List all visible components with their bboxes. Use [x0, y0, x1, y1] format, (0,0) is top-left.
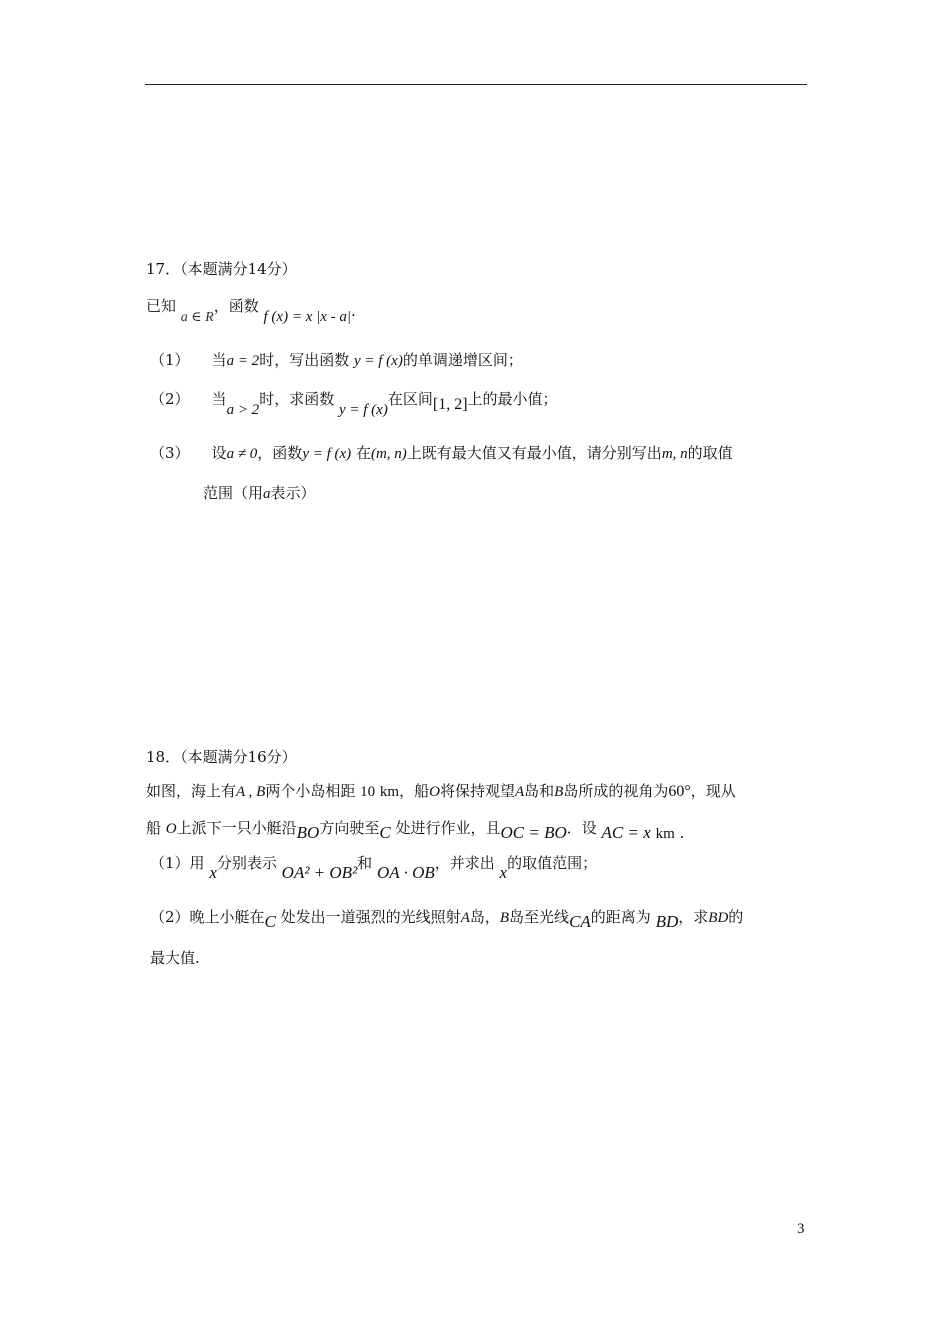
q18-l2-text-2: 上派下一只小艇沿 — [176, 819, 297, 837]
q18-l1-text-7: ，现从 — [690, 782, 736, 800]
q17-part2-text-3: 在区间 — [387, 390, 433, 408]
q18-l1-text-6: 岛所成的视角为 — [563, 782, 669, 800]
q17-part2-math-2: y = f (x) — [338, 402, 388, 418]
q18-l2-math-5: AC = x — [601, 823, 651, 842]
q18-p1-text-1: 分别表示 — [216, 854, 277, 872]
q17-part1-text-1: 当 — [211, 351, 227, 369]
q17-part3-math-4: m, n — [661, 446, 688, 462]
q17-part2-text-2: 时，求函数 — [259, 390, 335, 408]
q18-p2-math-5: BD — [655, 912, 679, 931]
q17-part2-label: （2） — [150, 390, 190, 408]
q18-part1 — [150, 853, 598, 882]
q17-part3-continued — [203, 483, 316, 504]
q17-part3 — [150, 443, 733, 464]
q17-intro — [146, 296, 356, 325]
q17-part3-text-4: 上既有最大值又有最小值，请分别写出 — [406, 444, 662, 462]
header-rule — [145, 84, 807, 85]
q17-part3-text-5: 的取值 — [687, 444, 733, 462]
q18-l2-text-3: 方向驶至 — [319, 819, 380, 837]
q17-intro-text-b: ，函数 — [213, 297, 259, 315]
q18-l1-math-3: A — [514, 784, 525, 800]
q17-heading-text: 17．（本题满分14分） — [146, 260, 297, 278]
q18-l1-math-2: O — [429, 784, 440, 800]
q17-heading — [146, 259, 297, 279]
q18-l1-text-3: ，船 — [399, 782, 430, 800]
q18-l1-distance: 10 — [360, 784, 376, 800]
q17-part1 — [150, 350, 523, 371]
q17-part3-text-2: ，函数 — [257, 444, 303, 462]
q18-l2-math-1: O — [165, 821, 177, 837]
q17-part2-math-1: a > 2 — [226, 402, 260, 418]
q17-part1-math-1: a = 2 — [226, 353, 260, 369]
q18-l2-math-3: C — [379, 823, 391, 842]
q18-l2-text-4: 处进行作业，且 — [395, 819, 501, 837]
q18-l1-angle: 60° — [668, 783, 691, 800]
q18-heading — [146, 747, 297, 767]
q18-p2-text-6: 的 — [728, 908, 744, 926]
q17-part3-text-1: 设 — [211, 444, 227, 462]
q18-heading-text: 18．（本题满分16分） — [146, 748, 297, 766]
q17-part2 — [150, 389, 558, 418]
q18-l2-text-6: . — [679, 824, 685, 842]
q18-l1-text-5: 岛和 — [524, 782, 555, 800]
q17-part3-math-3: (m, n) — [370, 446, 407, 462]
q18-p2-text-2: 岛， — [469, 908, 500, 926]
q18-p2-math-3: B — [499, 910, 510, 926]
q18-p1-math-2: OA² + OB² — [281, 863, 358, 882]
q18-p2-text-3: 岛至光线 — [509, 908, 570, 926]
q17-part2-interval: [1, 2] — [432, 396, 468, 413]
q18-p1-label: （1）用 — [150, 854, 205, 872]
q18-p2-text-4: 的距离为 — [590, 908, 651, 926]
q18-l2-math-2: BO — [296, 823, 320, 842]
q17-intro-condition: a ∈ R — [180, 310, 214, 325]
q17-part3-text-6: 范围（用 — [203, 484, 264, 502]
q18-p2-label: （2）晚上小艇在 — [150, 908, 265, 926]
q18-p1-math-1: x — [209, 863, 217, 882]
q18-part2 — [150, 907, 744, 931]
q18-l1-math-4: B — [554, 784, 564, 800]
q18-p2-math-1: C — [264, 912, 276, 931]
q18-p1-math-4: x — [499, 863, 508, 882]
q17-intro-text-a: 已知 — [146, 297, 177, 315]
q17-part1-label: （1） — [150, 351, 190, 369]
q17-intro-end: . — [351, 302, 356, 320]
q18-line1 — [146, 781, 736, 802]
q18-p2-text-7: 最大值. — [150, 949, 200, 967]
q17-part3-math-2: y = f (x) — [302, 446, 352, 462]
q18-p2-math-4: CA — [569, 912, 591, 931]
q18-l1-unit: km — [379, 784, 400, 800]
q18-p2-text-5: ，求 — [678, 908, 709, 926]
q17-part2-text-1: 当 — [211, 390, 227, 408]
page-number: 3 — [797, 1221, 805, 1237]
q18-p2-math-6: BD — [708, 910, 729, 926]
q18-p1-text-2: 和 — [357, 854, 373, 872]
q18-p2-math-2: A — [460, 910, 470, 926]
q17-part2-text-4: 上的最小值； — [467, 390, 558, 408]
q17-part1-text-3: 的单调递增区间； — [402, 351, 523, 369]
q17-part1-math-2: y = f (x) — [353, 353, 403, 369]
q18-p1-text-4: 的取值范围； — [507, 854, 598, 872]
q17-part3-math-5: a — [263, 486, 271, 502]
q18-line2 — [146, 818, 685, 842]
q18-l1-math-1: A , B — [236, 784, 266, 800]
q18-p2-text-1: 处发出一道强烈的光线照射 — [280, 908, 461, 926]
q18-l1-text-4: 将保持观望 — [439, 782, 515, 800]
q17-function-definition: f (x) = x |x - a| — [263, 309, 352, 325]
q18-p1-text-3: ，并求出 — [434, 854, 495, 872]
q18-l1-text-1: 如图，海上有 — [146, 782, 237, 800]
q18-part2-continued — [150, 948, 200, 968]
q17-part3-text-7: 表示） — [270, 484, 316, 502]
q18-l1-text-2: 两个小岛相距 — [265, 782, 356, 800]
q18-p1-math-3: OA · OB — [376, 863, 435, 882]
q18-l2-unit: km — [655, 826, 675, 842]
q18-l2-text-1: 船 — [146, 819, 162, 837]
q17-part1-text-2: 时，写出函数 — [259, 351, 350, 369]
q17-part3-label: （3） — [150, 444, 190, 462]
q17-part3-math-1: a ≠ 0 — [226, 446, 258, 462]
q18-l2-math-4: OC = BO — [500, 823, 567, 842]
q17-part3-text-3: 在 — [355, 444, 371, 462]
q18-l2-text-5: ．设 — [566, 819, 597, 837]
